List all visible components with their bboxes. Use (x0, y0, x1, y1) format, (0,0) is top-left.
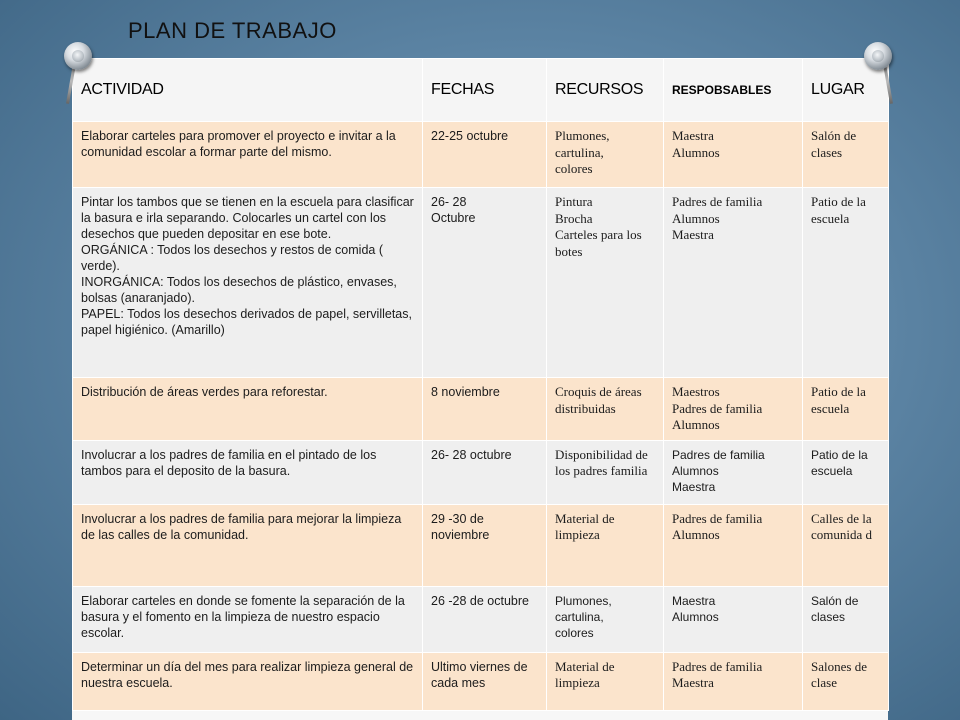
cell-lugar: Patio de la escuela (803, 440, 889, 504)
cell-fechas: 26 -28 de octubre (423, 586, 547, 652)
cell-lugar: Salón de clases (803, 586, 889, 652)
work-plan-table (72, 58, 889, 711)
cell-fechas: 26- 28 Octubre (423, 188, 547, 378)
cell-lugar: Calles de la comunida d (803, 504, 889, 586)
cell-recursos: Croquis de áreas distribuidas (547, 378, 664, 441)
cell-fechas: 22-25 octubre (423, 122, 547, 188)
cell-responsables: Padres de familia Alumnos Maestra (664, 188, 803, 378)
cell-lugar: Salones de clase (803, 652, 889, 710)
header-recursos: RECURSOS (547, 59, 664, 122)
cell-actividad: Distribución de áreas verdes para reforestar. (73, 378, 423, 441)
cell-lugar: Patio de la escuela (803, 188, 889, 378)
cell-responsables: Maestros Padres de familia Alumnos (664, 378, 803, 441)
table-row (73, 188, 889, 378)
cell-recursos: Material de limpieza (547, 652, 664, 710)
cell-responsables: Padres de familia Maestra (664, 652, 803, 710)
header-responsables: RESPOBSABLES (664, 59, 803, 122)
cell-responsables: Maestra Alumnos (664, 122, 803, 188)
cell-actividad: Determinar un día del mes para realizar limpieza general de nuestra escuela. (73, 652, 423, 710)
table-row (73, 440, 889, 504)
cell-fechas: 8 noviembre (423, 378, 547, 441)
cell-lugar: Salón de clases (803, 122, 889, 188)
header-lugar: LUGAR (803, 59, 889, 122)
cell-responsables: Padres de familia Alumnos (664, 504, 803, 586)
table-row (73, 122, 889, 188)
table-row (73, 378, 889, 441)
cell-recursos: Plumones, cartulina, colores (547, 122, 664, 188)
cell-lugar: Patio de la escuela (803, 378, 889, 441)
cell-recursos: Material de limpieza (547, 504, 664, 586)
cell-responsables: Maestra Alumnos (664, 586, 803, 652)
cell-actividad: Elaborar carteles en donde se fomente la separación de la basura y el fomento en la limpieza de nuestro espacio escolar. (73, 586, 423, 652)
cell-actividad: Pintar los tambos que se tienen en la escuela para clasificar la basura e irla separando. Colocarles un cartel con los desechos que pueden depositar en ese bote. ORGÁNICA : Todos los desechos y restos de comida ( verde). INORGÁNICA: Todos los desechos de plástico, envases, bolsas (anaranjado). PAPEL: Todos los desechos derivados de papel, servilletas, papel higiénico. (Amarillo) (73, 188, 423, 378)
cell-recursos: Disponibilidad de los padres familia (547, 440, 664, 504)
cell-fechas: 29 -30 de noviembre (423, 504, 547, 586)
cell-actividad: Involucrar a los padres de familia en el pintado de los tambos para el deposito de la basura. (73, 440, 423, 504)
cell-recursos: Plumones, cartulina, colores (547, 586, 664, 652)
cell-fechas: Ultimo viernes de cada mes (423, 652, 547, 710)
table-row (73, 504, 889, 586)
cell-responsables: Padres de familia Alumnos Maestra (664, 440, 803, 504)
pushpin-icon (64, 42, 92, 70)
page-title: PLAN DE TRABAJO (128, 18, 337, 43)
table-row (73, 652, 889, 710)
header-fechas: FECHAS (423, 59, 547, 122)
pushpin-icon (864, 42, 892, 70)
table-header-row (73, 59, 889, 122)
cell-fechas: 26- 28 octubre (423, 440, 547, 504)
cell-recursos: Pintura Brocha Carteles para los botes (547, 188, 664, 378)
header-actividad: ACTIVIDAD (73, 59, 423, 122)
cell-actividad: Elaborar carteles para promover el proyecto e invitar a la comunidad escolar a formar parte del mismo. (73, 122, 423, 188)
table-row (73, 586, 889, 652)
cell-actividad: Involucrar a los padres de familia para mejorar la limpieza de las calles de la comunidad. (73, 504, 423, 586)
